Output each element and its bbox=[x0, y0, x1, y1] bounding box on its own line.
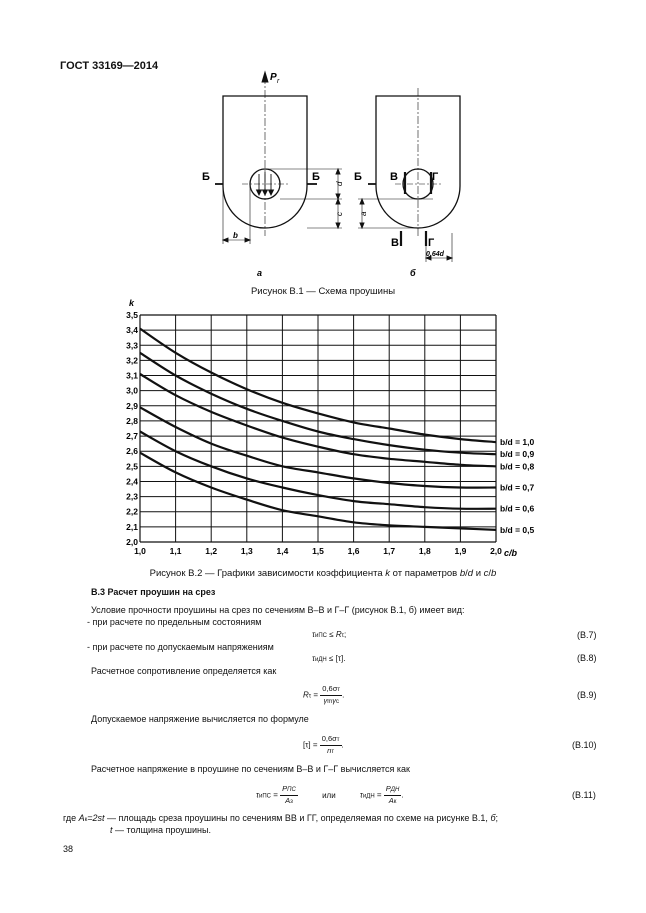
bullet-limit-states: - при расчете по предельным состояниям bbox=[87, 617, 262, 627]
equation-b9-number: (В.9) bbox=[577, 690, 597, 700]
y-tick-label: 2,0 bbox=[126, 537, 138, 547]
x-tick-label: 1,2 bbox=[205, 546, 218, 556]
section-intro: Условие прочности проушины на срез по сечениям В–В и Г–Г (рисунок В.1, б) имеет вид: bbox=[91, 605, 465, 615]
equation-b7-number: (В.7) bbox=[577, 630, 597, 640]
eq-tail: . bbox=[343, 654, 346, 663]
section-v-bottom-label: В bbox=[391, 237, 399, 249]
where-symbol: A bbox=[78, 813, 85, 823]
y-tick-label: 2,3 bbox=[126, 491, 138, 502]
eq-symbol: R bbox=[303, 690, 309, 700]
where-line-2 bbox=[110, 825, 211, 835]
equation-b11: τиПС = $\frac{\text{PПС}}{Aз}$ или τиДН = $\frac{\text{PДН}}{Aк}$ . bbox=[256, 784, 404, 805]
x-tick-label: 1,1 bbox=[169, 546, 182, 556]
where-line-1 bbox=[63, 813, 498, 823]
eq-or: или bbox=[322, 790, 336, 800]
dim-a-label: a bbox=[359, 211, 368, 216]
eq-sub: τ bbox=[308, 693, 312, 700]
y-tick-label: 2,9 bbox=[126, 400, 138, 411]
y-tick-label: 2,5 bbox=[126, 461, 138, 472]
chart-y-ticks bbox=[126, 310, 138, 547]
numerator-sub: т bbox=[337, 687, 341, 693]
fraction bbox=[320, 684, 345, 707]
dim-064d-label: 0,64d bbox=[426, 251, 444, 258]
eq-rel: = bbox=[311, 690, 321, 700]
eq-symbol: [τ] bbox=[303, 740, 311, 750]
denominator-sub: c bbox=[335, 699, 339, 705]
y-tick-label: 2,8 bbox=[126, 415, 138, 426]
equation-b10 bbox=[303, 734, 344, 757]
section-v-top-label: В bbox=[390, 171, 398, 183]
where-text: — толщина проушины. bbox=[112, 825, 211, 835]
view-a-label: а bbox=[257, 268, 263, 278]
section-b-left-label: Б bbox=[202, 171, 210, 183]
numerator-sub: т bbox=[336, 737, 340, 743]
y-tick-label: 2,1 bbox=[126, 521, 138, 532]
x-tick-label: 2,0 bbox=[490, 546, 502, 556]
x-tick-label: 1,9 bbox=[454, 546, 467, 556]
figure-b2-caption bbox=[0, 568, 646, 579]
dim-c-label: c bbox=[335, 212, 344, 216]
fraction bbox=[384, 784, 402, 807]
numerator: 0,6σ bbox=[322, 684, 338, 693]
denominator-sub: m bbox=[327, 699, 333, 705]
section-b-right-label: Б bbox=[354, 171, 362, 183]
eq-symbol: τ bbox=[312, 654, 315, 663]
y-tick-label: 3,2 bbox=[126, 355, 138, 366]
eq-symbol: τ bbox=[312, 630, 315, 639]
caption-part: Рисунок В.2 — Графики зависимости коэффициента bbox=[149, 568, 386, 579]
eq-sub: иПС bbox=[259, 793, 271, 800]
caption-slash: / bbox=[488, 568, 492, 579]
chart-x-ticks bbox=[134, 546, 502, 556]
where-prefix: где bbox=[63, 813, 79, 823]
series-label: b/d = 1,0 bbox=[500, 437, 535, 448]
caption-part: от параметров bbox=[390, 568, 460, 579]
where-expr: =2st bbox=[87, 813, 105, 823]
caption-b2: b bbox=[491, 568, 497, 579]
eq-tail: . bbox=[341, 740, 344, 750]
caption-b: b bbox=[459, 568, 466, 579]
fraction bbox=[320, 734, 342, 757]
dim-b-label: b bbox=[233, 231, 238, 240]
section-b-mid-label: Б bbox=[312, 171, 320, 183]
chart-series-labels bbox=[500, 437, 535, 535]
numerator-sub: ПС bbox=[287, 787, 296, 793]
caption-slash: / bbox=[465, 568, 468, 579]
eq-sub: иДН bbox=[362, 793, 375, 800]
caption-part: и bbox=[473, 568, 484, 579]
x-tick-label: 1,8 bbox=[418, 546, 431, 556]
denominator-sub: т bbox=[331, 749, 335, 755]
eq-symbol: R bbox=[335, 630, 342, 639]
page-number: 38 bbox=[63, 844, 74, 854]
text-allowed-stress: Допускаемое напряжение вычисляется по формуле bbox=[91, 714, 309, 724]
series-label: b/d = 0,9 bbox=[500, 449, 535, 460]
y-tick-label: 3,1 bbox=[126, 370, 138, 381]
numerator: P bbox=[385, 784, 391, 793]
denominator: n bbox=[327, 746, 332, 755]
y-tick-label: 2,7 bbox=[126, 431, 138, 442]
x-tick-label: 1,6 bbox=[347, 546, 360, 556]
y-tick-label: 3,3 bbox=[126, 340, 138, 351]
figure-b1-eyelet-diagram bbox=[190, 68, 470, 283]
equation-b8 bbox=[312, 654, 345, 663]
series-label: b/d = 0,8 bbox=[500, 461, 535, 472]
eq-sub: иДН bbox=[315, 657, 327, 663]
eq-symbol: τ bbox=[256, 790, 259, 800]
text-calc-resistance: Расчетное сопротивление определяется как bbox=[91, 666, 277, 676]
numerator: P bbox=[282, 784, 288, 793]
x-tick-label: 1,4 bbox=[276, 546, 289, 556]
x-tick-label: 1,0 bbox=[134, 546, 146, 556]
x-tick-label: 1,7 bbox=[383, 546, 396, 556]
y-tick-label: 3,5 bbox=[126, 310, 138, 320]
view-b-label: б bbox=[410, 268, 416, 278]
eq-symbol: τ bbox=[359, 790, 363, 800]
section-g-top-label: Г bbox=[432, 171, 439, 183]
chart-y-label: k bbox=[129, 298, 135, 308]
section-heading: В.3 Расчет проушин на срез bbox=[91, 587, 216, 597]
equation-b11-number: (В.11) bbox=[572, 790, 596, 800]
denominator-sub: з bbox=[290, 799, 293, 805]
where-sub: к bbox=[84, 817, 88, 823]
eq-sub: иПС bbox=[315, 633, 327, 639]
denominator: γ bbox=[332, 696, 336, 705]
figure-b1-caption: Рисунок В.1 — Схема проушины bbox=[250, 286, 396, 297]
bullet-allowed-stress: - при расчете по допускаемым напряжениям bbox=[87, 642, 274, 652]
x-tick-label: 1,5 bbox=[312, 546, 324, 556]
denominator: A bbox=[388, 796, 394, 805]
text-calc-stress: Расчетное напряжение в проушине по сечениям В–В и Г–Г вычисляется как bbox=[91, 764, 410, 774]
where-text: — площадь среза проушины по сечениям ВВ и ГГ, определяемая по схеме на рисунке В.1, bbox=[104, 813, 491, 823]
pr-label: P bbox=[270, 72, 277, 83]
numerator-sub: ДН bbox=[390, 787, 400, 793]
series-label: b/d = 0,6 bbox=[500, 503, 535, 514]
caption-d: d bbox=[467, 568, 474, 579]
y-tick-label: 2,4 bbox=[126, 476, 138, 487]
y-tick-label: 3,0 bbox=[126, 385, 138, 396]
document-header: ГОСТ 33169—2014 bbox=[60, 60, 159, 72]
where-ref: б bbox=[490, 813, 496, 823]
fraction bbox=[280, 784, 298, 807]
eq-symbol: [τ] bbox=[335, 654, 344, 663]
y-tick-label: 2,2 bbox=[126, 506, 138, 517]
where-symbol: t bbox=[110, 825, 113, 835]
y-tick-label: 3,4 bbox=[126, 325, 138, 336]
series-label: b/d = 0,5 bbox=[500, 524, 535, 535]
eq-rel: ≤ bbox=[327, 630, 336, 639]
equation-b9 bbox=[303, 684, 344, 707]
denominator: γ bbox=[323, 696, 328, 705]
eq-sub: τ bbox=[341, 633, 344, 639]
y-tick-label: 2,6 bbox=[126, 446, 138, 457]
series-label: b/d = 0,7 bbox=[500, 482, 535, 493]
caption-k: k bbox=[385, 568, 391, 579]
section-g-bottom-label: Г bbox=[428, 237, 435, 249]
x-tick-label: 1,3 bbox=[240, 546, 253, 556]
caption-c: c bbox=[483, 568, 489, 579]
equation-b8-number: (В.8) bbox=[577, 653, 597, 663]
numerator: 0,6σ bbox=[321, 734, 337, 743]
eq-tail: . bbox=[342, 690, 345, 700]
eq-rel: ≤ bbox=[326, 654, 336, 663]
eq-tail: ; bbox=[344, 630, 347, 639]
equation-b7 bbox=[312, 630, 346, 639]
eq-rel: = bbox=[310, 740, 320, 750]
pr-sub-label: r bbox=[277, 78, 280, 85]
denominator-sub: к bbox=[393, 799, 397, 805]
dim-d-label: d bbox=[335, 181, 344, 186]
where-end: ; bbox=[495, 813, 499, 823]
equation-b10-number: (В.10) bbox=[572, 740, 597, 750]
denominator: A bbox=[285, 796, 291, 805]
figure-b2-chart bbox=[118, 294, 548, 562]
chart-x-label: c/b bbox=[504, 548, 518, 558]
